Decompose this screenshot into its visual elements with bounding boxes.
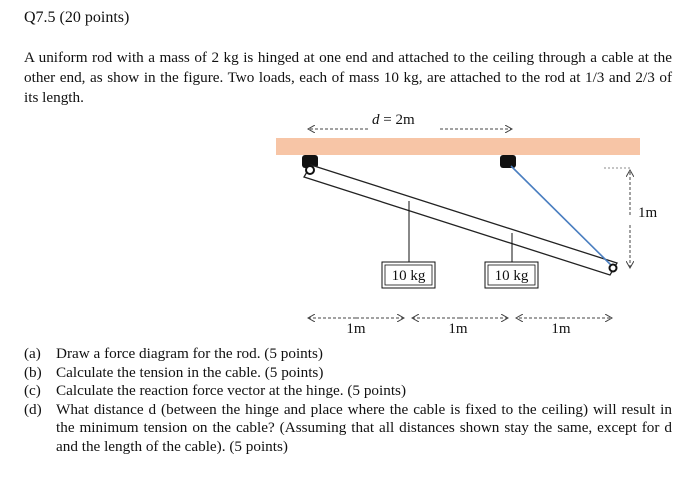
question-heading: Q7.5 (20 points) xyxy=(24,9,130,26)
segment-1-label: 1m xyxy=(346,321,366,337)
part-c xyxy=(24,382,672,401)
ceiling xyxy=(276,138,640,155)
hinge-pin xyxy=(306,166,314,174)
part-b xyxy=(24,364,672,383)
d-value: = 2m xyxy=(379,112,415,128)
part-d-text: What distance d (between the hinge and place where the cable is fixed to the ceiling) will result in the minimum tension on the cable? (Assuming that all distances shown stay the same, except for d and the length of the cable). (5 points) xyxy=(56,400,672,455)
load-1-label: 10 kg xyxy=(391,268,426,284)
segment-2-label: 1m xyxy=(448,321,468,337)
d-dimension-label xyxy=(372,112,415,128)
part-d xyxy=(24,401,672,457)
cable-pin xyxy=(610,265,617,272)
load-2 xyxy=(485,262,538,288)
question-parts xyxy=(24,345,672,456)
d-variable: d xyxy=(372,112,380,128)
rod xyxy=(304,165,617,275)
part-b-text: Calculate the tension in the cable. (5 points) xyxy=(56,363,324,381)
part-b-label: (b) xyxy=(24,363,42,381)
segment-3-label: 1m xyxy=(551,321,571,337)
load-1 xyxy=(382,262,435,288)
part-a-text: Draw a force diagram for the rod. (5 points) xyxy=(56,345,323,362)
part-a-label: (a) xyxy=(24,345,41,362)
part-d-label: (d) xyxy=(24,400,42,418)
part-c-text: Calculate the reaction force vector at the hinge. (5 points) xyxy=(56,382,407,399)
height-label: 1m xyxy=(638,205,658,221)
part-c-label: (c) xyxy=(24,382,41,399)
problem-statement: A uniform rod with a mass of 2 kg is hinged at one end and attached to the ceiling through a cable at the other end, as show in the figure. Two loads, each of mass 10 kg, are attached to the rod at 1/3 and 2/3 of its length. xyxy=(24,49,672,106)
load-2-label: 10 kg xyxy=(494,268,529,284)
cable-mount xyxy=(500,155,516,168)
part-a xyxy=(24,345,672,364)
